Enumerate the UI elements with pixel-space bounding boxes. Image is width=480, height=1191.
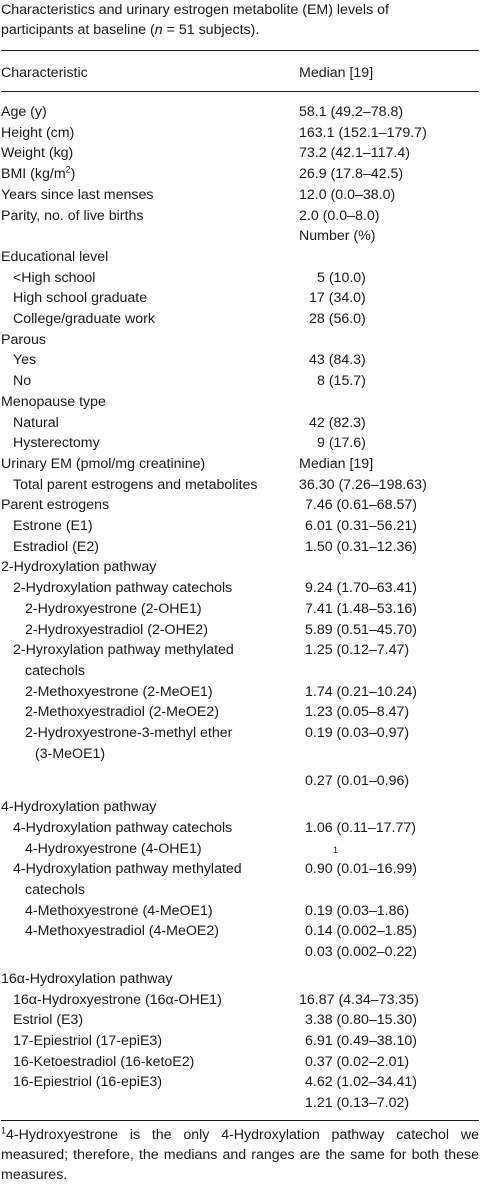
caption-n-symbol: n	[154, 22, 163, 38]
table-row: 2-Methoxyestradiol (2-MeOE2) 1.23 (0.05–8.47)	[25, 704, 410, 721]
table-row: 2-Hydroxyestrone-3-methyl ether 0.19 (0.03–0.97)	[25, 725, 410, 742]
table-row: Age (y) 58.1 (49.2–78.8)	[1, 104, 404, 120]
table-row: 0.03 (0.002–0.22)	[305, 944, 418, 961]
table-row: Parous	[1, 331, 46, 348]
caption-line-2	[1, 20, 479, 40]
table-row: 16α-Hydroxylation pathway	[1, 970, 173, 987]
footnote-mark: 1	[1, 1125, 7, 1136]
table-row: Estrone (E1) 6.01 (0.31–56.21)	[13, 518, 418, 535]
table-row: 4-Hydroxylation pathway catechols 1.06 (0.11–17.77)	[13, 819, 416, 836]
number-pct-subheader: Number (%)	[299, 228, 376, 245]
table-row: Height (cm) 163.1 (152.1–179.7)	[1, 124, 427, 141]
table-row: Total parent estrogens and metabolites 36.30 (7.26–198.63)	[13, 476, 427, 493]
table-row: Weight (kg) 73.2 (42.1–117.4)	[1, 145, 410, 162]
caption-text-pre: participants at baseline (	[1, 22, 155, 38]
caption-line-1: Characteristics and urinary estrogen metabolite (EM) levels of	[1, 2, 389, 18]
footnote-text: 4-Hydroxyestrone is the only 4-Hydroxylation pathway catechol we measured; therefore, the medians and ranges are the same for both these measures.	[1, 1126, 479, 1183]
table-row: Educational level	[1, 248, 109, 265]
table-row: catechols	[25, 882, 85, 899]
table-row: (3-MeOE1)	[35, 745, 106, 762]
table-row: 0.27 (0.01–0.96)	[305, 772, 410, 789]
table-row: 4-Methoxyestradiol (4-MeOE2) 0.14 (0.002–1.85)	[25, 923, 418, 940]
table-row: 4-Hydroxylation pathway	[1, 799, 157, 816]
table-row: Hysterectomy 9 (17.6)	[13, 435, 366, 452]
table-row: 16-Ketoestradiol (16-ketoE2) 0.37 (0.02–2.01)	[13, 1053, 410, 1070]
table-row: Natural 42 (82.3)	[13, 414, 366, 431]
table-row: Parent estrogens 7.46 (0.61–68.57)	[1, 497, 418, 514]
table-row: 4-Hydroxyestrone (4-OHE1) 1	[25, 840, 339, 857]
table-row: Menopause type	[1, 393, 106, 410]
footnote-marker: 1	[333, 844, 339, 855]
median-subheader: Median [19]	[299, 455, 374, 472]
characteristics-table	[1, 51, 480, 91]
table-row: 4-Hydroxylation pathway methylated 0.90 (0.01–16.99)	[13, 861, 418, 878]
header-median: Median [19]	[299, 65, 374, 81]
table-caption	[1, 0, 479, 40]
header-characteristic: Characteristic	[1, 65, 88, 81]
table-row: Estradiol (E2) 1.50 (0.31–12.36)	[13, 538, 418, 555]
table-row: 16-Epiestriol (16-epiE3) 4.62 (1.02–34.41)	[13, 1074, 418, 1091]
table-row: 2-Methoxyestrone (2-MeOE1) 1.74 (0.21–10.24)	[25, 683, 418, 700]
table-row: 2-Hydroxyestrone (2-OHE1) 7.41 (1.48–53.16)	[25, 600, 418, 617]
table-row: 16α-Hydroxyestrone (16α-OHE1) 16.87 (4.34–73.35)	[13, 991, 419, 1008]
characteristics-body	[1, 102, 480, 1114]
table-row: No 8 (15.7)	[13, 373, 366, 390]
header-rule	[1, 91, 479, 92]
table-row	[1, 226, 480, 247]
table-row: Estriol (E3) 3.38 (0.80–15.30)	[13, 1012, 418, 1029]
table-row: 2-Hydroxyestradiol (2-OHE2) 5.89 (0.51–45.70)	[25, 621, 418, 638]
header-row	[1, 51, 480, 91]
table-row: 2-Hydroxylation pathway	[1, 559, 157, 576]
table-row: High school graduate 17 (34.0)	[13, 290, 366, 307]
table-row: BMI $(kg/m^2)$ 26.9 (17.8–42.5)	[1, 164, 404, 183]
table-footnote	[1, 1121, 479, 1185]
table-row: <High school 5 (10.0)	[13, 269, 366, 286]
caption-text-post: = 51 subjects).	[162, 22, 260, 38]
table-row: Yes 43 (84.3)	[13, 352, 366, 369]
table-row: 1.21 (0.13–7.02)	[305, 1095, 410, 1112]
table-row: Urinary EM (pmol/mg creatinine) Median [19]	[1, 454, 480, 475]
table-row: Parity, no. of live births 2.0 (0.0–8.0)	[1, 207, 380, 224]
table-row: 4-Methoxyestrone (4-MeOE1) 0.19 (0.03–1.86)	[25, 902, 410, 919]
table-row: 2-Hyroxylation pathway methylated 1.25 (0.12–7.47)	[13, 642, 410, 659]
table-row: Years since last menses 12.0 (0.0–38.0)	[1, 186, 396, 203]
table-row: 17-Epiestriol (17-epiE3) 6.91 (0.49–38.10)	[13, 1032, 418, 1049]
table-row: 2-Hydroxylation pathway catechols 9.24 (1.70–63.41)	[13, 580, 418, 597]
table-row: catechols	[25, 662, 85, 679]
table-row: College/graduate work 28 (56.0)	[13, 311, 366, 328]
